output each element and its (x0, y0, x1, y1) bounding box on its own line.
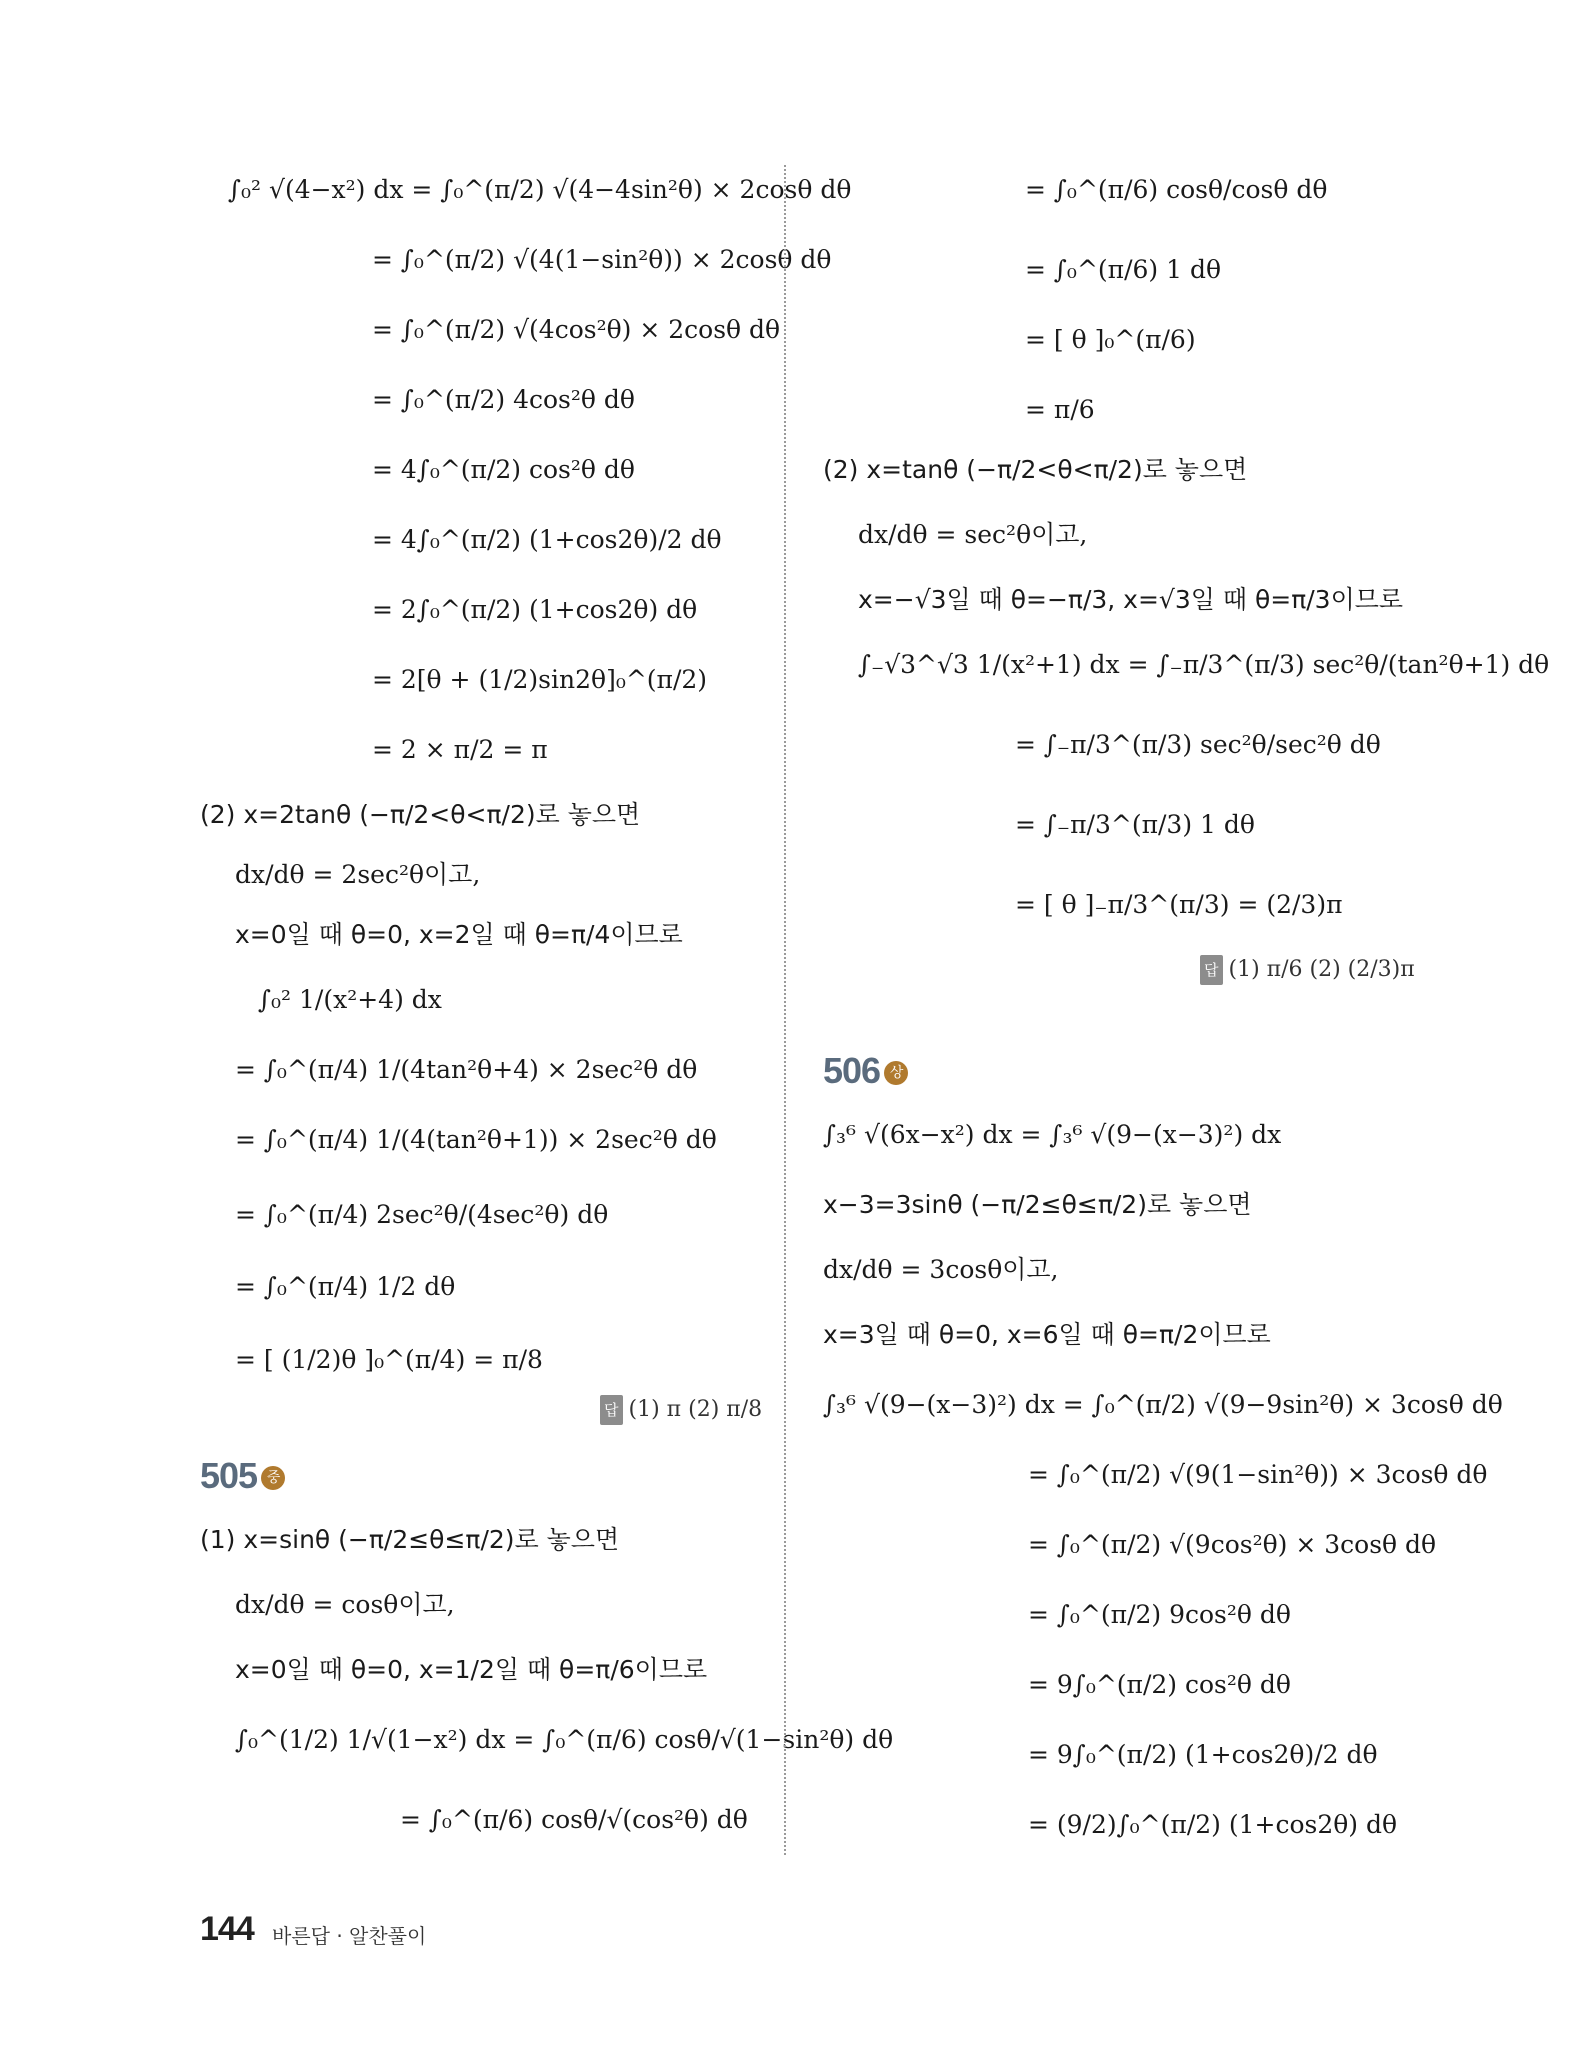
answer-text: (1) π/6 (2) (2/3)π (1228, 957, 1415, 982)
problem-number-506 (823, 1050, 908, 1092)
eq-line: ∫₋√3^√3 1/(x²+1) dx = ∫₋π/3^(π/3) sec²θ/(tan²θ+1) dθ (858, 650, 1550, 679)
eq-line: = 2[θ + (1/2)sin2θ]₀^(π/2) (372, 665, 708, 694)
answer-504 (600, 1395, 762, 1425)
page-number: 144 (200, 1910, 254, 1948)
step-text: (1) x=sinθ (−π/2≤θ≤π/2)로 놓으면 (200, 1525, 620, 1554)
eq-line: dx/dθ = 2sec²θ이고, (235, 860, 481, 889)
step-text: x−3=3sinθ (−π/2≤θ≤π/2)로 놓으면 (823, 1190, 1252, 1219)
eq-line: = 9∫₀^(π/2) (1+cos2θ)/2 dθ (1028, 1740, 1378, 1769)
book-title: 바른답 · 알찬풀이 (272, 1924, 427, 1948)
answer-tag: 답 (1200, 955, 1223, 985)
eq-line: = ∫₀^(π/4) 1/(4tan²θ+4) × 2sec²θ dθ (235, 1055, 698, 1084)
eq-line: dx/dθ = 3cosθ이고, (823, 1255, 1059, 1284)
eq-line: = 2∫₀^(π/2) (1+cos2θ) dθ (372, 595, 698, 624)
eq-line: = [ θ ]₋π/3^(π/3) = (2/3)π (1015, 890, 1343, 919)
eq-line: = ∫₀^(π/2) 4cos²θ dθ (372, 385, 635, 414)
eq-line: = π/6 (1025, 395, 1095, 424)
eq-line: = 4∫₀^(π/2) (1+cos2θ)/2 dθ (372, 525, 722, 554)
step-text: x=3일 때 θ=0, x=6일 때 θ=π/2이므로 (823, 1320, 1271, 1349)
answer-505 (1200, 955, 1415, 985)
problem-number-505 (200, 1455, 285, 1497)
eq-line: = ∫₀^(π/2) √(9(1−sin²θ)) × 3cosθ dθ (1028, 1460, 1488, 1489)
eq-line: = ∫₀^(π/4) 1/2 dθ (235, 1272, 456, 1301)
eq-line: = 4∫₀^(π/2) cos²θ dθ (372, 455, 635, 484)
step-text: (2) x=tanθ (−π/2<θ<π/2)로 놓으면 (823, 455, 1248, 484)
eq-line: = 9∫₀^(π/2) cos²θ dθ (1028, 1670, 1291, 1699)
eq-line: ∫₃⁶ √(6x−x²) dx = ∫₃⁶ √(9−(x−3)²) dx (823, 1120, 1282, 1149)
eq-line: = ∫₀^(π/2) 9cos²θ dθ (1028, 1600, 1291, 1629)
eq-line: = ∫₀^(π/6) cosθ/cosθ dθ (1025, 175, 1328, 204)
eq-line: dx/dθ = sec²θ이고, (858, 520, 1088, 549)
step-text: x=0일 때 θ=0, x=2일 때 θ=π/4이므로 (235, 920, 683, 949)
eq-line: = ∫₀^(π/4) 1/(4(tan²θ+1)) × 2sec²θ dθ (235, 1125, 717, 1154)
step-text: (2) x=2tanθ (−π/2<θ<π/2)로 놓으면 (200, 800, 641, 829)
eq-line: = ∫₀^(π/6) cosθ/√(cos²θ) dθ (400, 1805, 748, 1834)
eq-line: ∫₀^(1/2) 1/√(1−x²) dx = ∫₀^(π/6) cosθ/√(1−sin²θ) dθ (235, 1725, 894, 1754)
eq-line: ∫₀² √(4−x²) dx = ∫₀^(π/2) √(4−4sin²θ) × 2cosθ dθ (228, 175, 852, 204)
eq-line: = ∫₋π/3^(π/3) 1 dθ (1015, 810, 1255, 839)
eq-line: ∫₀² 1/(x²+4) dx (258, 985, 442, 1014)
eq-line: = ∫₀^(π/2) √(9cos²θ) × 3cosθ dθ (1028, 1530, 1437, 1559)
column-divider (784, 165, 786, 1855)
problem-number: 506 (823, 1050, 881, 1091)
answer-text: (1) π (2) π/8 (628, 1397, 763, 1422)
eq-line: = 2 × π/2 = π (372, 735, 548, 764)
eq-line: ∫₃⁶ √(9−(x−3)²) dx = ∫₀^(π/2) √(9−9sin²θ) × 3cosθ dθ (823, 1390, 1503, 1419)
step-text: x=0일 때 θ=0, x=1/2일 때 θ=π/6이므로 (235, 1655, 708, 1684)
eq-line: = [ θ ]₀^(π/6) (1025, 325, 1196, 354)
problem-number: 505 (200, 1455, 258, 1496)
eq-line: = ∫₋π/3^(π/3) sec²θ/sec²θ dθ (1015, 730, 1381, 759)
step-text: x=−√3일 때 θ=−π/3, x=√3일 때 θ=π/3이므로 (858, 585, 1404, 614)
difficulty-badge: 중 (261, 1466, 285, 1490)
eq-line: = ∫₀^(π/2) √(4(1−sin²θ)) × 2cosθ dθ (372, 245, 832, 274)
answer-tag: 답 (600, 1395, 623, 1425)
difficulty-badge: 상 (884, 1061, 908, 1085)
eq-line: = ∫₀^(π/2) √(4cos²θ) × 2cosθ dθ (372, 315, 781, 344)
eq-line: = [ (1/2)θ ]₀^(π/4) = π/8 (235, 1345, 543, 1374)
eq-line: = (9/2)∫₀^(π/2) (1+cos2θ) dθ (1028, 1810, 1398, 1839)
eq-line: = ∫₀^(π/4) 2sec²θ/(4sec²θ) dθ (235, 1200, 609, 1229)
eq-line: = ∫₀^(π/6) 1 dθ (1025, 255, 1222, 284)
eq-line: dx/dθ = cosθ이고, (235, 1590, 455, 1619)
